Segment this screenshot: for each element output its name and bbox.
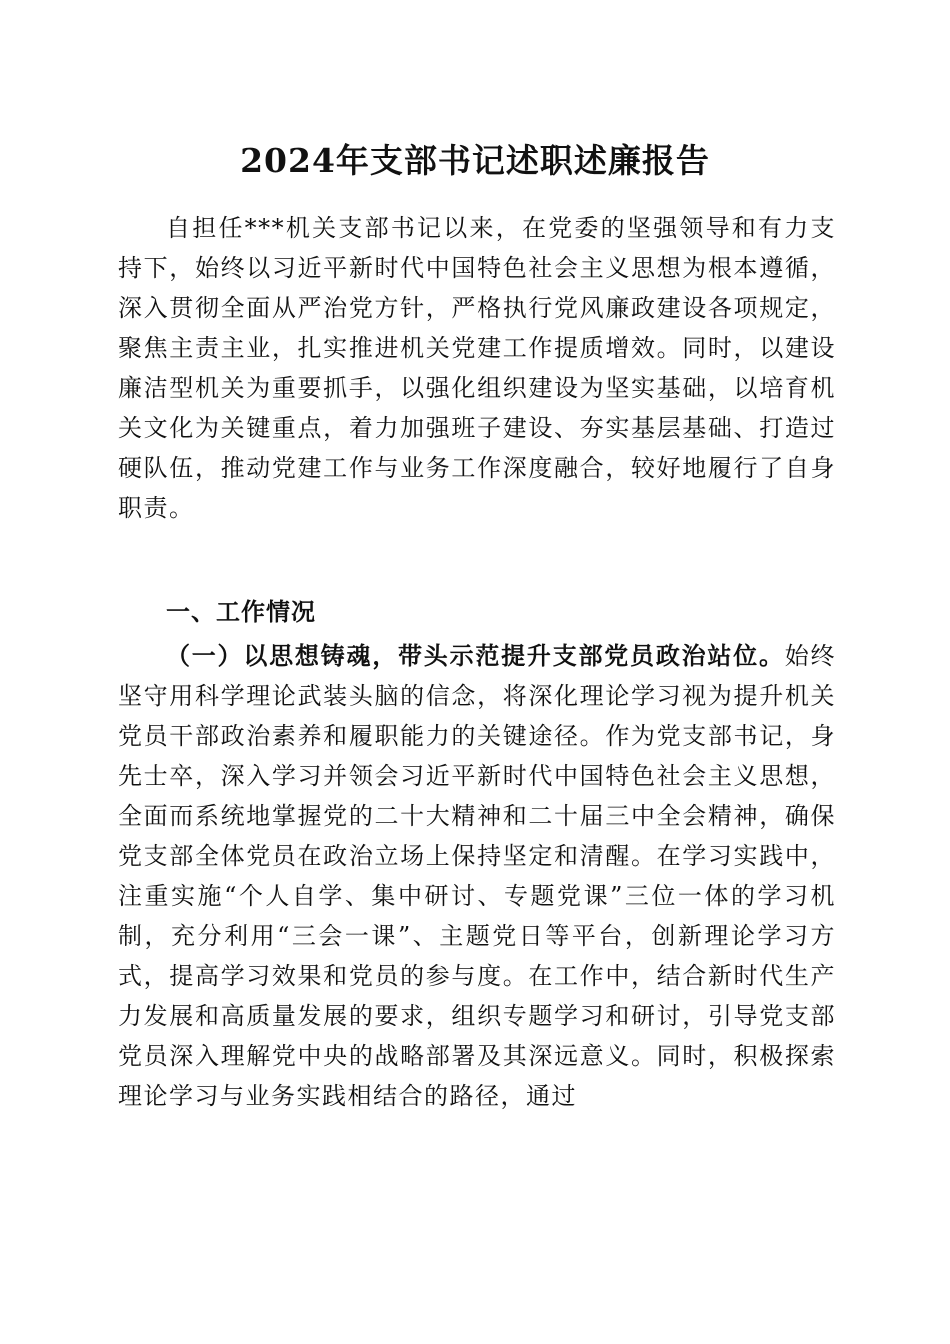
- document-title: 2024年支部书记述职述廉报告: [240, 141, 710, 180]
- subsection-lead: （一）以思想铸魂，带头示范提升支部党员政治站位。: [166, 641, 785, 670]
- intro-paragraph: 自担任***机关支部书记以来，在党委的坚强领导和有力支持下，始终以习近平新时代中国特色社会主义思想为根本遵循，深入贯彻全面从严治党方针，严格执行党风廉政建设各项规定，聚焦主责主业，扎实推进机关党建工作提质增效。同时，以建设廉洁型机关为重要抓手，以强化组织建设为坚实基础，以培育机关文化为关键重点，着力加强班子建设、夯实基层基础、打造过硬队伍，推动党建工作与业务工作深度融合，较好地履行了自身职责。: [118, 214, 836, 522]
- subsection-paragraph: [118, 636, 836, 1116]
- subsection-body: 始终坚守用科学理论武装头脑的信念，将深化理论学习视为提升机关党员干部政治素养和履职能力的关键途径。作为党支部书记，身先士卒，深入学习并领会习近平新时代中国特色社会主义思想，全面而系统地掌握党的二十大精神和二十届三中全会精神，确保党支部全体党员在政治立场上保持坚定和清醒。在学习实践中，注重实施“个人自学、集中研讨、专题党课”三位一体的学习机制，充分利用“三会一课”、主题党日等平台，创新理论学习方式，提高学习效果和党员的参与度。在工作中，结合新时代生产力发展和高质量发展的要求，组织专题学习和研讨，引导党支部党员深入理解党中央的战略部署及其深远意义。同时，积极探索理论学习与业务实践相结合的路径，通过: [118, 642, 836, 1110]
- section-heading-work-status: 一、工作情况: [166, 598, 316, 626]
